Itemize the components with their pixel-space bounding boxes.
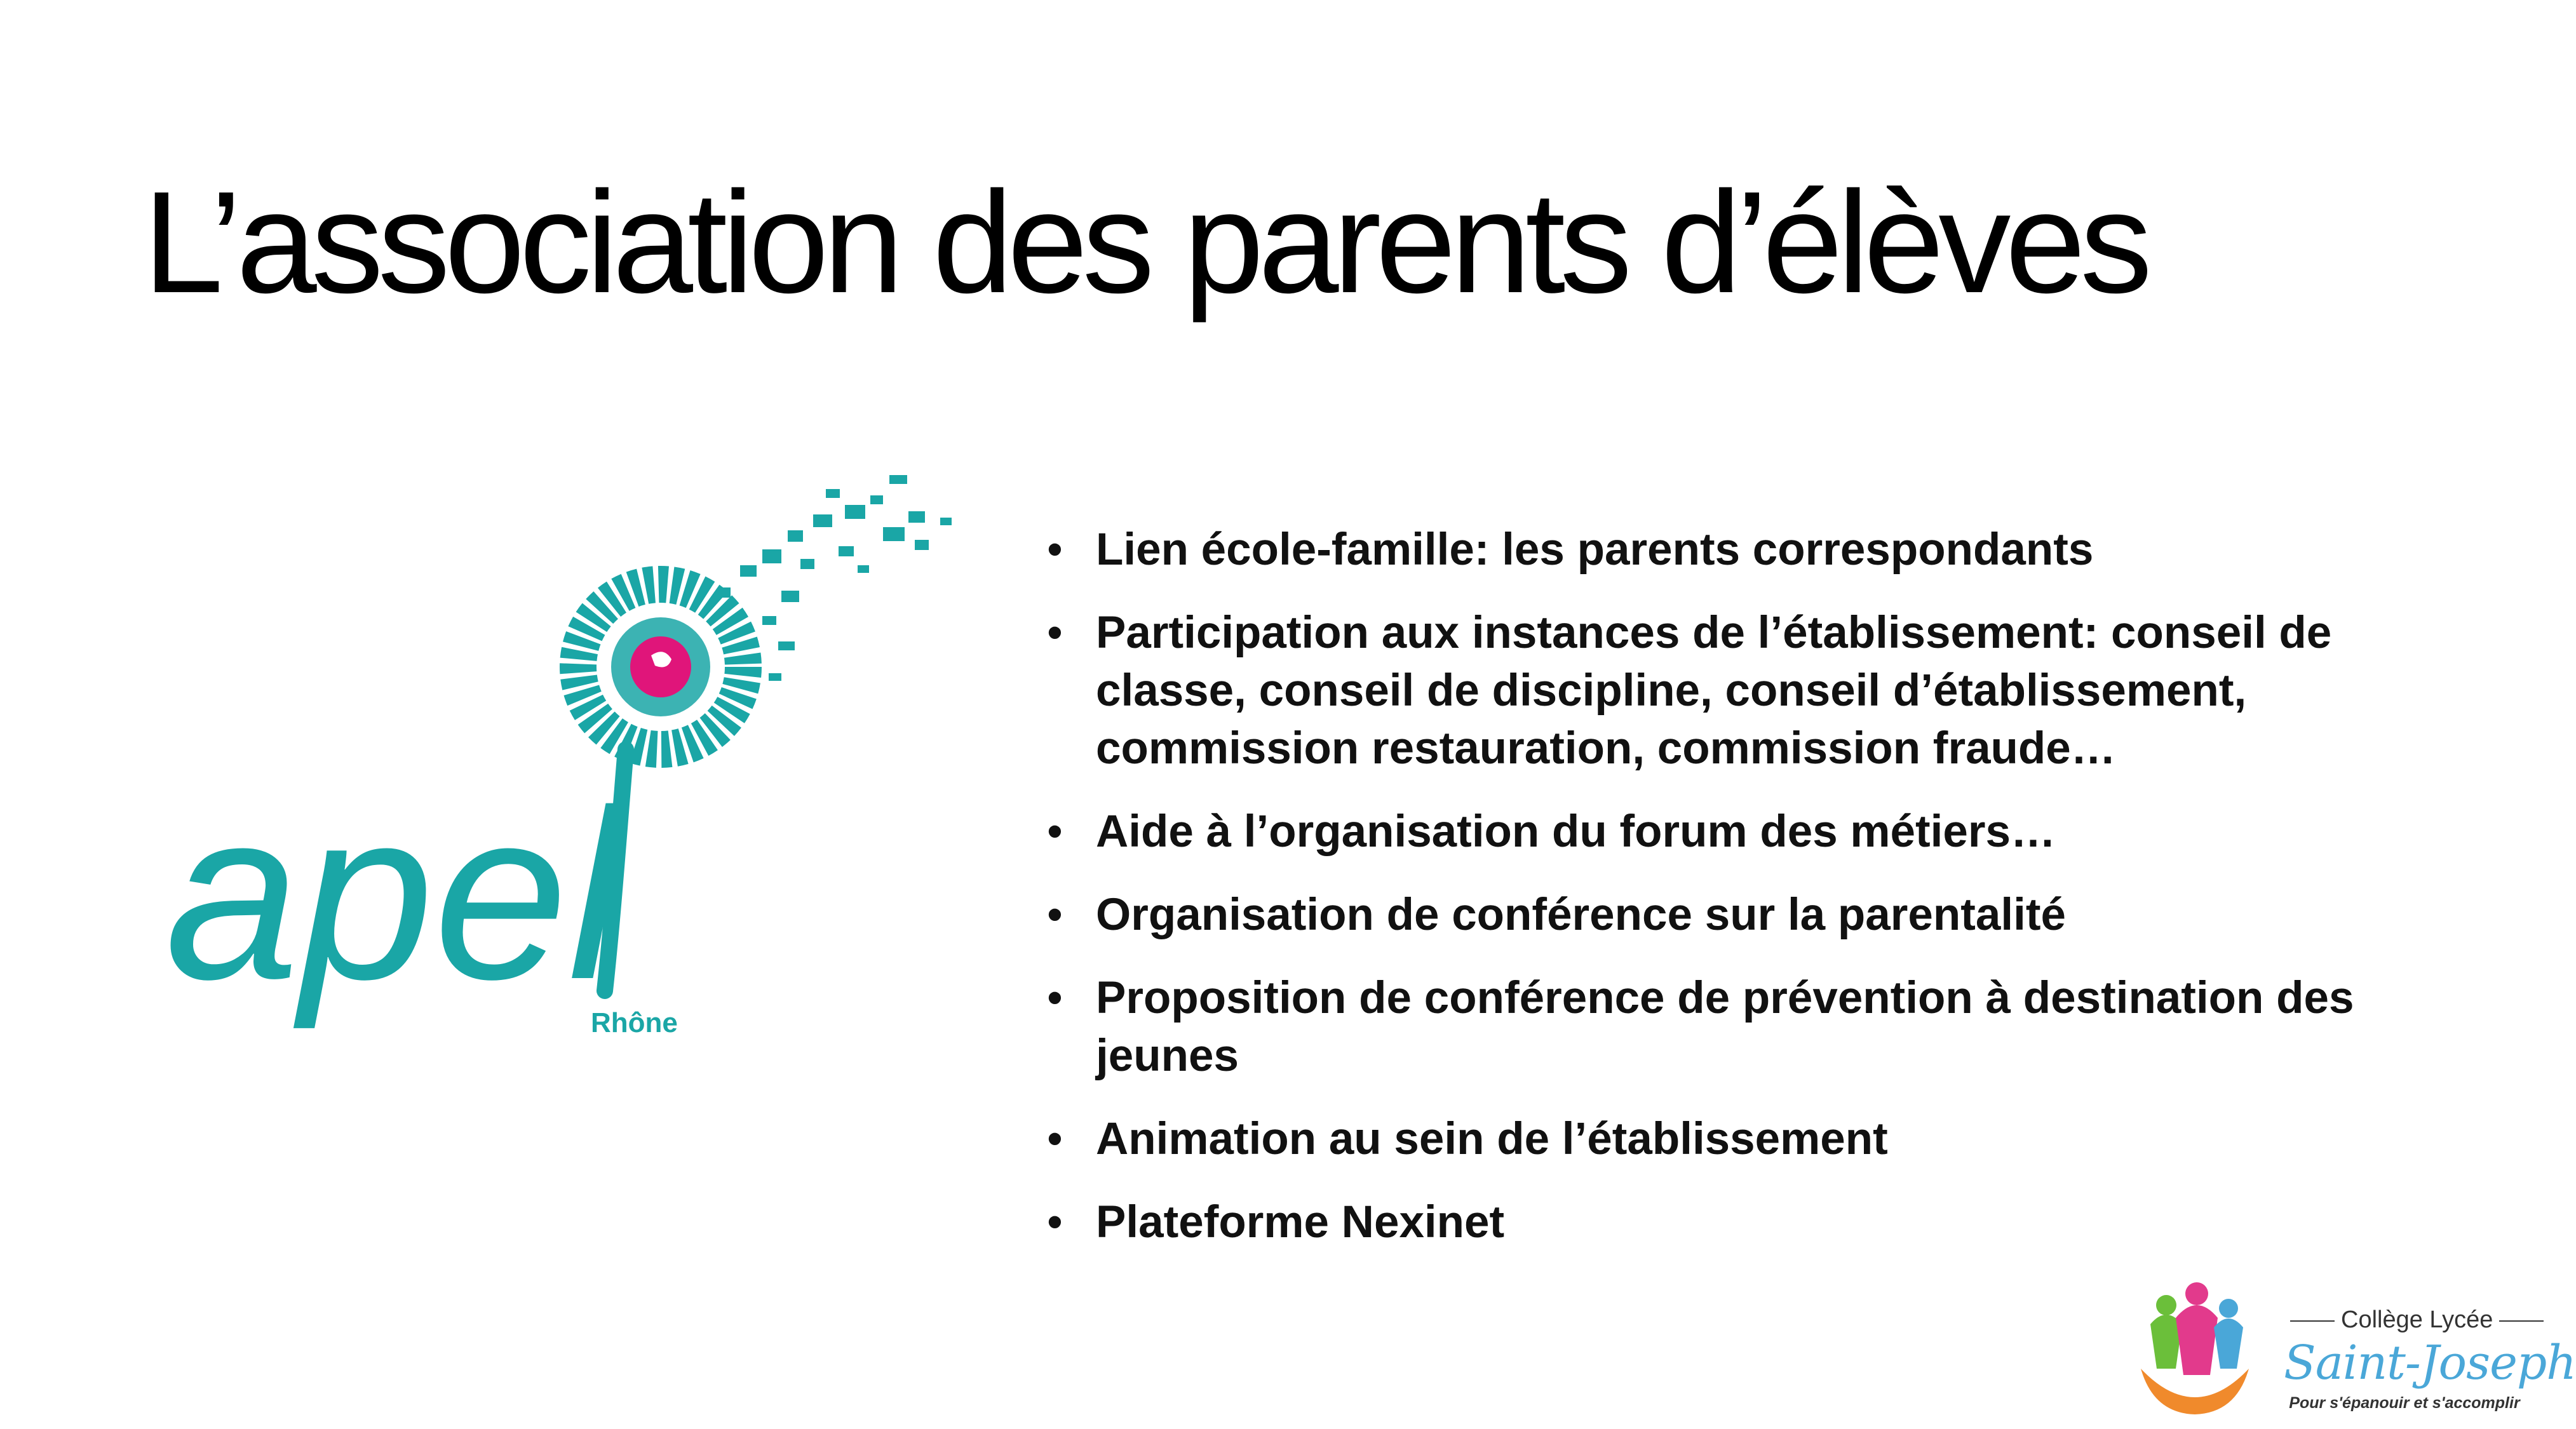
list-item [1042, 521, 2427, 579]
list-item-text: Aide à l’organisation du forum des métiers… [1096, 807, 2056, 857]
list-item-text: Lien école-famille: les parents correspondants [1096, 525, 2094, 575]
apel-logo [152, 470, 978, 1067]
list-item-text: Proposition de conférence de prévention à destination des jeunes [1096, 973, 2354, 1081]
list-item [1042, 969, 2427, 1085]
list-item-text: Participation aux instances de l’établissement: conseil de classe, conseil de discipline, conseil d’établissement, commission restauration, commission fraude… [1096, 608, 2332, 774]
bullet-marker: • [1047, 608, 1063, 658]
list-item [1042, 1193, 2427, 1251]
list-item-text: Plateforme Nexinet [1096, 1197, 1505, 1247]
list-item [1042, 803, 2427, 861]
school-type-label: Collège Lycée [2341, 1306, 2493, 1333]
school-name: Saint-Joseph [2284, 1336, 2576, 1390]
list-item [1042, 886, 2427, 944]
list-item-text: Animation au sein de l’établissement [1096, 1114, 1888, 1164]
bullet-list [1042, 521, 2427, 1277]
apel-wordmark: apel [165, 760, 622, 1030]
school-logo [2128, 1280, 2576, 1419]
apel-region: Rhône [591, 1007, 678, 1038]
bullet-marker: • [1047, 890, 1063, 940]
bullet-marker: • [1047, 1114, 1063, 1164]
dandelion-icon [578, 475, 952, 991]
bullet-marker: • [1047, 973, 1063, 1023]
bullet-marker: • [1047, 525, 1063, 575]
school-type [2284, 1306, 2525, 1334]
slide-title: L’association des parents d’élèves [143, 162, 2147, 323]
list-item [1042, 1110, 2427, 1168]
bullet-marker: • [1047, 1197, 1063, 1247]
bullet-marker: • [1047, 807, 1063, 857]
list-item [1042, 604, 2427, 777]
school-emblem-icon [2128, 1280, 2262, 1419]
school-tagline: Pour s'épanouir et s'accomplir [2289, 1394, 2520, 1412]
list-item-text: Organisation de conférence sur la parentalité [1096, 890, 2066, 940]
